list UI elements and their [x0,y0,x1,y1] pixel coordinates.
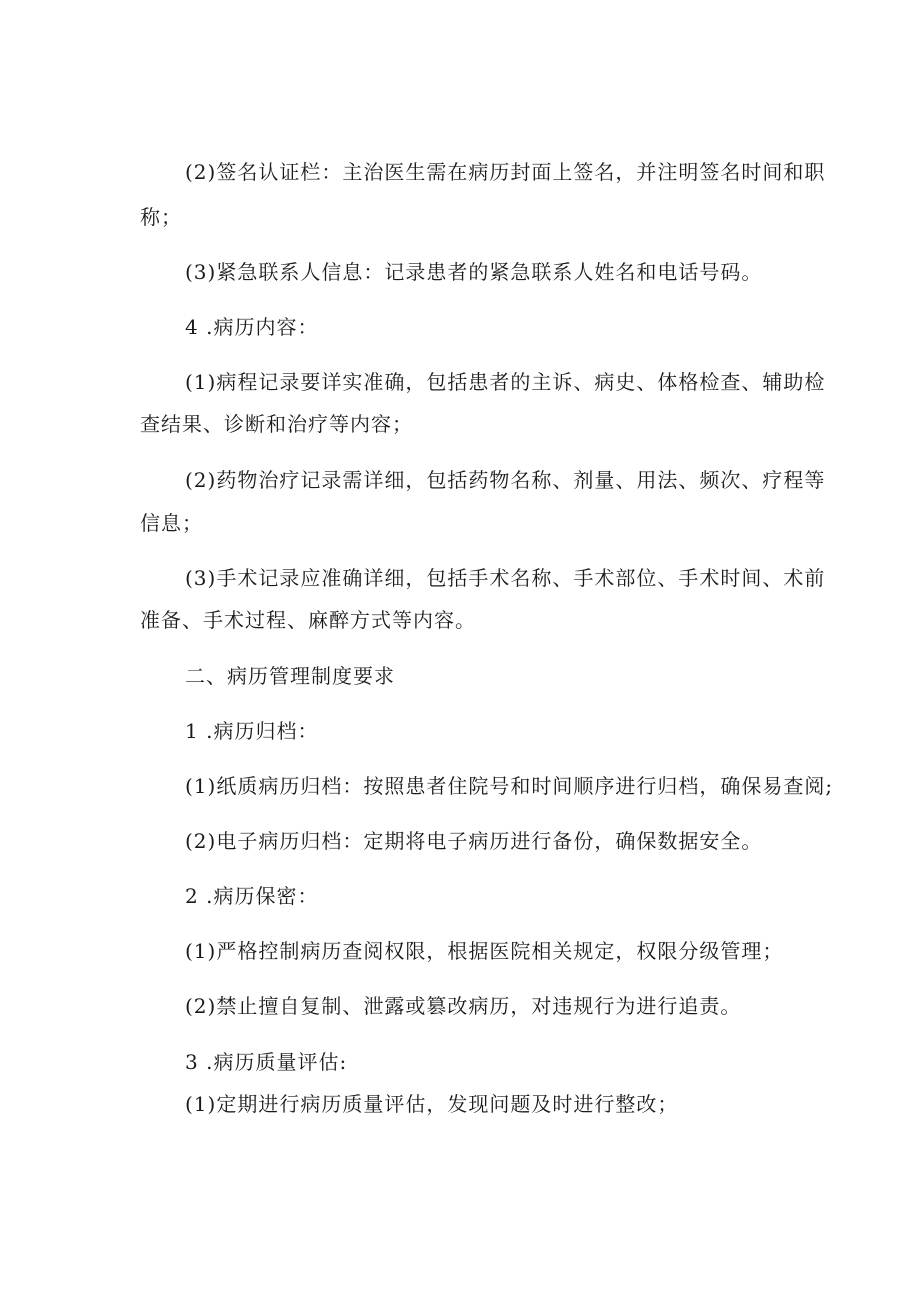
heading-record-content: 4 .病历内容： [185,315,319,339]
para-surgery-record-line-1: (3)手术记录应准确详细，包括手术名称、手术部位、手术时间、术前 [185,566,826,590]
heading-quality-assessment: 3 .病历质量评估: [185,1050,348,1074]
section-heading-management: 二、病历管理制度要求 [185,664,395,688]
para-electronic-archiving: (2)电子病历归档：定期将电子病历进行备份，确保数据安全。 [185,829,763,853]
para-access-control: (1)严格控制病历查阅权限，根据医院相关规定，权限分级管理； [185,939,784,963]
para-medication-record-line-1: (2)药物治疗记录需详细，包括药物名称、剂量、用法、频次、疗程等 [185,468,826,492]
para-regular-assessment: (1)定期进行病历质量评估，发现问题及时进行整改； [185,1092,679,1116]
para-signature-line-1: (2)签名认证栏：主治医生需在病历封面上签名，并注明签名时间和职 [185,160,826,184]
heading-archiving: 1 .病历归档： [185,719,319,743]
para-emergency-contact: (3)紧急联系人信息：记录患者的紧急联系人姓名和电话号码。 [185,260,763,284]
para-prohibit-copying: (2)禁止擅自复制、泄露或篡改病历，对违规行为进行追责。 [185,994,742,1018]
heading-confidentiality: 2 .病历保密： [185,884,319,908]
para-medication-record-line-2: 信息； [140,511,203,535]
para-signature-line-2: 称； [140,205,182,229]
para-progress-record-line-1: (1)病程记录要详实准确，包括患者的主诉、病史、体格检查、辅助检 [185,370,826,394]
para-surgery-record-line-2: 准备、手术过程、麻醉方式等内容。 [140,608,476,632]
para-paper-archiving: (1)纸质病历归档：按照患者住院号和时间顺序进行归档，确保易查阅; [185,774,834,798]
para-progress-record-line-2: 查结果、诊断和治疗等内容； [140,412,413,436]
